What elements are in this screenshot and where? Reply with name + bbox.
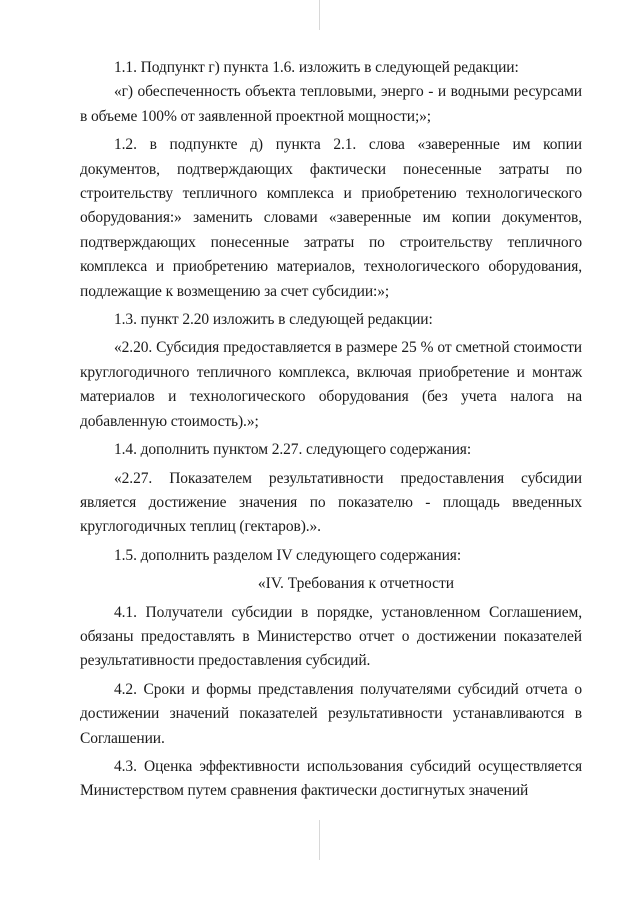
- paragraph-1-1-text: «г) обеспеченность объекта тепловыми, энерго - и водными ресурсами в объеме 100% от заявленной проектной мощности;»;: [80, 83, 582, 125]
- paragraph-1-4: 1.4. дополнить пунктом 2.27. следующего содержания:: [114, 441, 472, 459]
- paragraph-4-3: 4.3. Оценка эффективности использования субсидий осуществляется Министерством путем сравнения фактически достигнутых значений: [80, 757, 582, 800]
- paragraph-1-3-text: «2.20. Субсидия предоставляется в размере 25 % от сметной стоимости круглогодичного тепличного комплекса, включая приобретение и монтаж материалов и технологического оборудования (без учета налога на добавленную стоимость).»;: [80, 339, 582, 430]
- section-heading: «IV. Требования к отчетности: [257, 575, 455, 593]
- document-page: [80, 56, 582, 804]
- paragraph-4-1: 4.1. Получатели субсидии в порядке, установленном Соглашением, обязаны предоставлять в Министерство отчет о достижении показателей результативности предоставления субсидий.: [80, 603, 582, 670]
- paragraph-4-2: 4.2. Сроки и формы представления получателями субсидий отчета о достижении значений показателей результативности устанавливаются в Соглашении.: [80, 680, 582, 747]
- scan-fold-mark-bottom: [319, 820, 320, 860]
- paragraph-1-2: 1.2. в подпункте д) пункта 2.1. слова «заверенные им копии документов, подтверждающих фактически понесенные затраты по строительству тепличного комплекса и приобретению технологического оборудования:» заменить словами «заверенные им копии документов, подтверждающих понесенные затраты по строительству тепличного комплекса и приобретению материалов, технологического оборудования, подлежащие к возмещению за счет субсидии:»;: [80, 136, 582, 300]
- paragraph-1-3: 1.3. пункт 2.20 изложить в следующей редакции:: [114, 311, 433, 329]
- paragraph-1-4-text: «2.27. Показателем результативности предоставления субсидии является достижение значения по показателю - площадь введенных круглогодичных теплиц (гектаров).».: [80, 469, 582, 536]
- paragraph-1-5: 1.5. дополнить разделом IV следующего содержания:: [114, 546, 462, 564]
- scan-fold-mark-top: [319, 0, 320, 30]
- paragraph-1-1: 1.1. Подпункт г) пункта 1.6. изложить в следующей редакции:: [114, 59, 519, 76]
